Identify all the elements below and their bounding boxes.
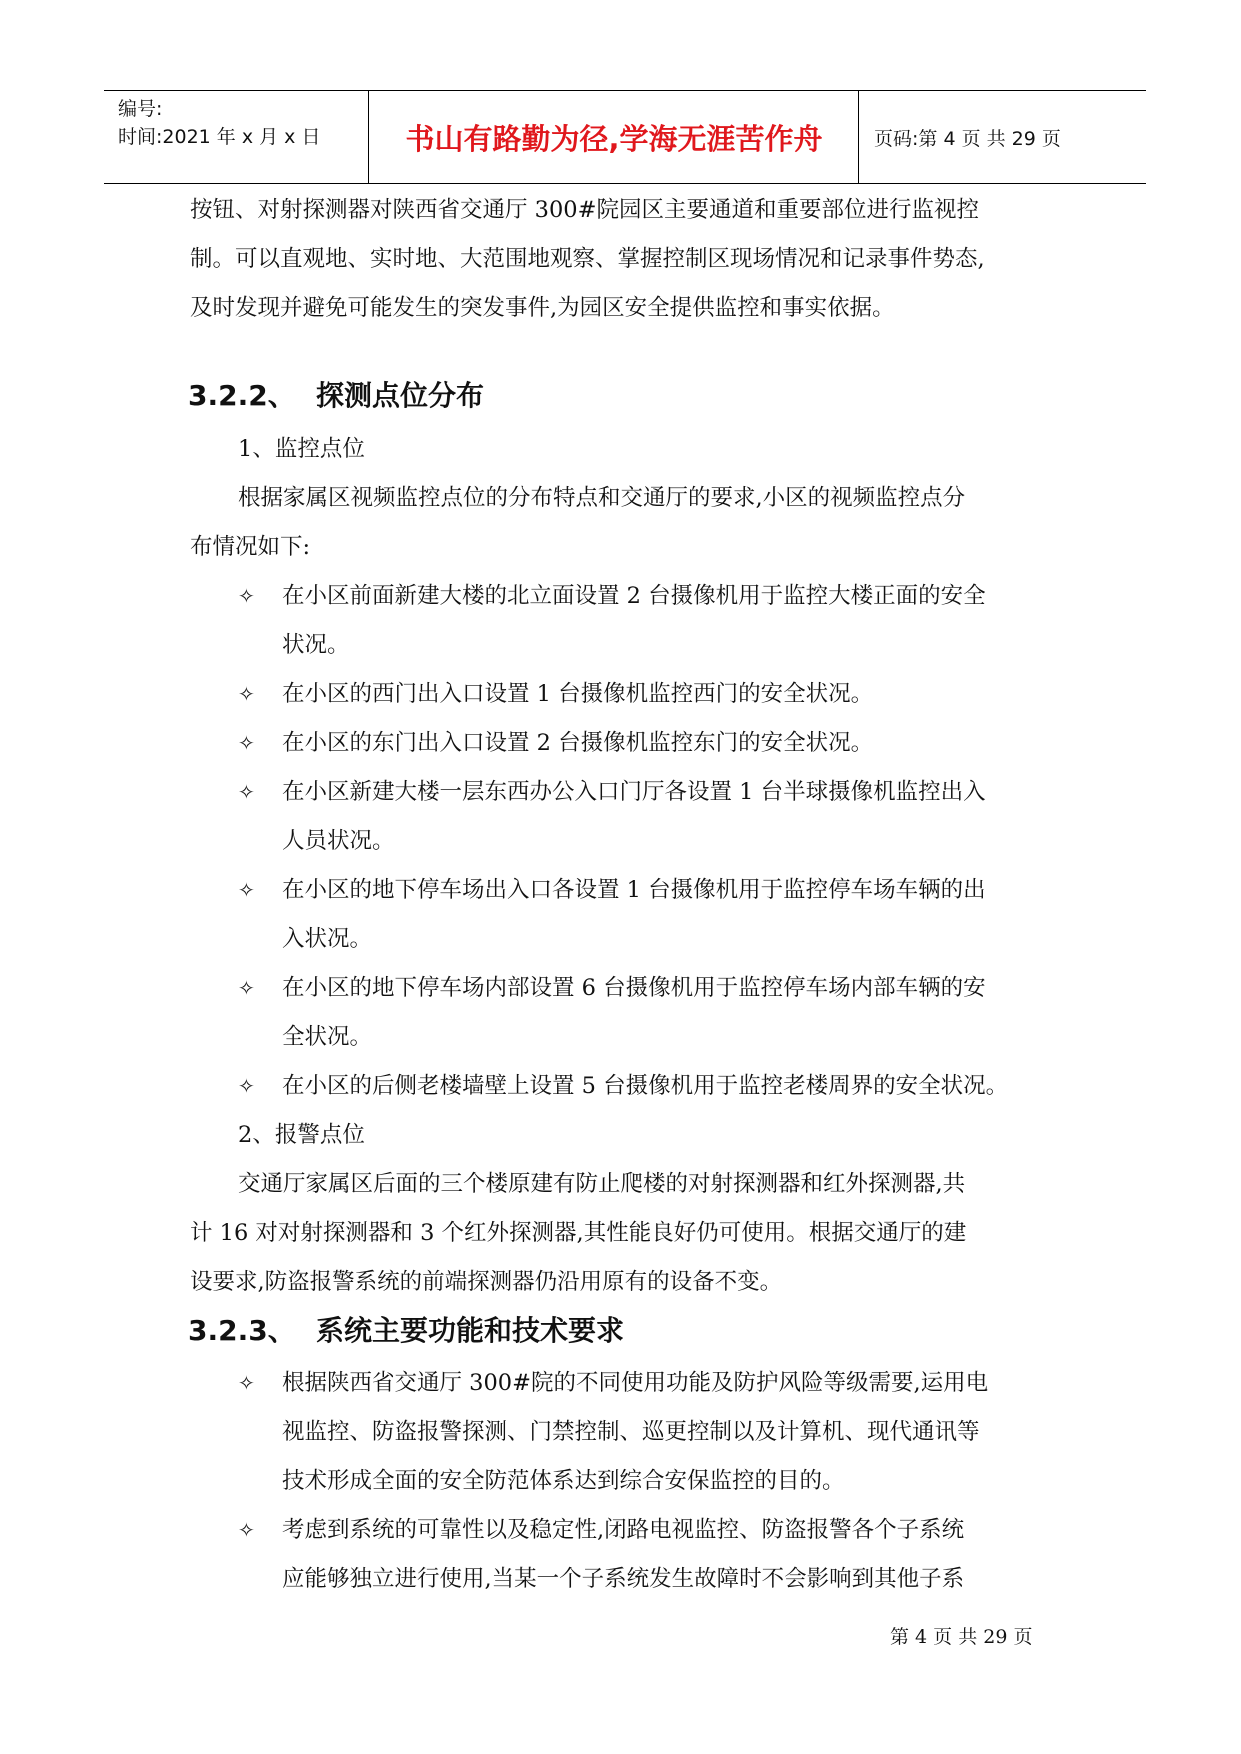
bullet-icon: ✧ bbox=[238, 878, 255, 902]
header-divider bbox=[858, 91, 859, 183]
page-footer: 第 4 页 共 29 页 bbox=[890, 1626, 1033, 1648]
document-number-label: 编号: bbox=[118, 98, 163, 120]
text-line: 在小区的地下停车场出入口各设置 1 台摄像机用于监控停车场车辆的出 bbox=[282, 877, 986, 903]
text-line: 在小区的后侧老楼墙壁上设置 5 台摄像机用于监控老楼周界的安全状况。 bbox=[282, 1073, 1009, 1099]
bullet-icon: ✧ bbox=[238, 1074, 255, 1098]
text-line: 视监控、防盗报警探测、门禁控制、巡更控制以及计算机、现代通讯等 bbox=[282, 1419, 980, 1445]
bullet-icon: ✧ bbox=[238, 780, 255, 804]
text-line: 在小区前面新建大楼的北立面设置 2 台摄像机用于监控大楼正面的安全 bbox=[282, 583, 986, 609]
monitor-paragraph bbox=[190, 474, 1060, 572]
section-heading-323 bbox=[188, 1309, 624, 1349]
bullet-icon: ✧ bbox=[238, 976, 255, 1000]
text-line: 技术形成全面的安全防范体系达到综合安保监控的目的。 bbox=[282, 1468, 845, 1494]
text-line: 布情况如下: bbox=[190, 534, 311, 560]
header-meta bbox=[118, 95, 368, 151]
bullet-icon: ✧ bbox=[238, 731, 255, 755]
text-line: 根据家属区视频监控点位的分布特点和交通厅的要求,小区的视频监控点分 bbox=[238, 485, 966, 511]
page-header bbox=[104, 90, 1146, 184]
section-title: 探测点位分布 bbox=[316, 379, 485, 412]
text-line: 在小区的地下停车场内部设置 6 台摄像机用于监控停车场内部车辆的安 bbox=[282, 975, 986, 1001]
header-page-label: 页码:第 4 页 共 29 页 bbox=[874, 127, 1061, 150]
text-line: 入状况。 bbox=[282, 926, 373, 952]
text-line: 应能够独立进行使用,当某一个子系统发生故障时不会影响到其他子系 bbox=[282, 1566, 965, 1592]
text-line: 按钮、对射探测器对陕西省交通厅 300#院园区主要通道和重要部位进行监视控 bbox=[190, 197, 979, 223]
text-line: 全状况。 bbox=[282, 1024, 373, 1050]
header-divider bbox=[368, 91, 369, 183]
bullet-icon: ✧ bbox=[238, 1518, 255, 1542]
text-line: 制。可以直观地、实时地、大范围地观察、掌握控制区现场情况和记录事件势态, bbox=[190, 246, 985, 272]
bullet-icon: ✧ bbox=[238, 1371, 255, 1395]
text-line: 交通厅家属区后面的三个楼原建有防止爬楼的对射探测器和红外探测器,共 bbox=[238, 1171, 966, 1197]
subheading-monitor-points: 1、监控点位 bbox=[238, 436, 365, 462]
text-line: 设要求,防盗报警系统的前端探测器仍沿用原有的设备不变。 bbox=[190, 1269, 783, 1295]
text-line: 根据陕西省交通厅 300#院的不同使用功能及防护风险等级需要,运用电 bbox=[282, 1370, 989, 1396]
text-line: 在小区的西门出入口设置 1 台摄像机监控西门的安全状况。 bbox=[282, 681, 874, 707]
section-title: 系统主要功能和技术要求 bbox=[316, 1314, 625, 1347]
text-line: 状况。 bbox=[282, 632, 350, 658]
text-line: 在小区的东门出入口设置 2 台摄像机监控东门的安全状况。 bbox=[282, 730, 874, 756]
text-line: 在小区新建大楼一层东西办公入口门厅各设置 1 台半球摄像机监控出入 bbox=[282, 779, 986, 805]
subheading-alarm-points: 2、报警点位 bbox=[238, 1122, 365, 1148]
alarm-paragraph bbox=[190, 1160, 1060, 1307]
section-number: 3.2.2、 bbox=[188, 379, 296, 412]
text-line: 及时发现并避免可能发生的突发事件,为园区安全提供监控和事实依据。 bbox=[190, 295, 895, 321]
text-line: 人员状况。 bbox=[282, 828, 395, 854]
section-heading-322 bbox=[188, 374, 484, 414]
text-line: 考虑到系统的可靠性以及稳定性,闭路电视监控、防盗报警各个子系统 bbox=[282, 1517, 965, 1543]
intro-paragraph bbox=[190, 186, 1060, 333]
bullet-icon: ✧ bbox=[238, 584, 255, 608]
text-line: 计 16 对对射探测器和 3 个红外探测器,其性能良好仍可使用。根据交通厅的建 bbox=[190, 1220, 967, 1246]
document-time-label: 时间:2021 年 x 月 x 日 bbox=[118, 126, 321, 148]
bullet-icon: ✧ bbox=[238, 682, 255, 706]
header-motto: 书山有路勤为径,学海无涯苦作舟 bbox=[405, 121, 823, 156]
section-number: 3.2.3、 bbox=[188, 1314, 296, 1347]
